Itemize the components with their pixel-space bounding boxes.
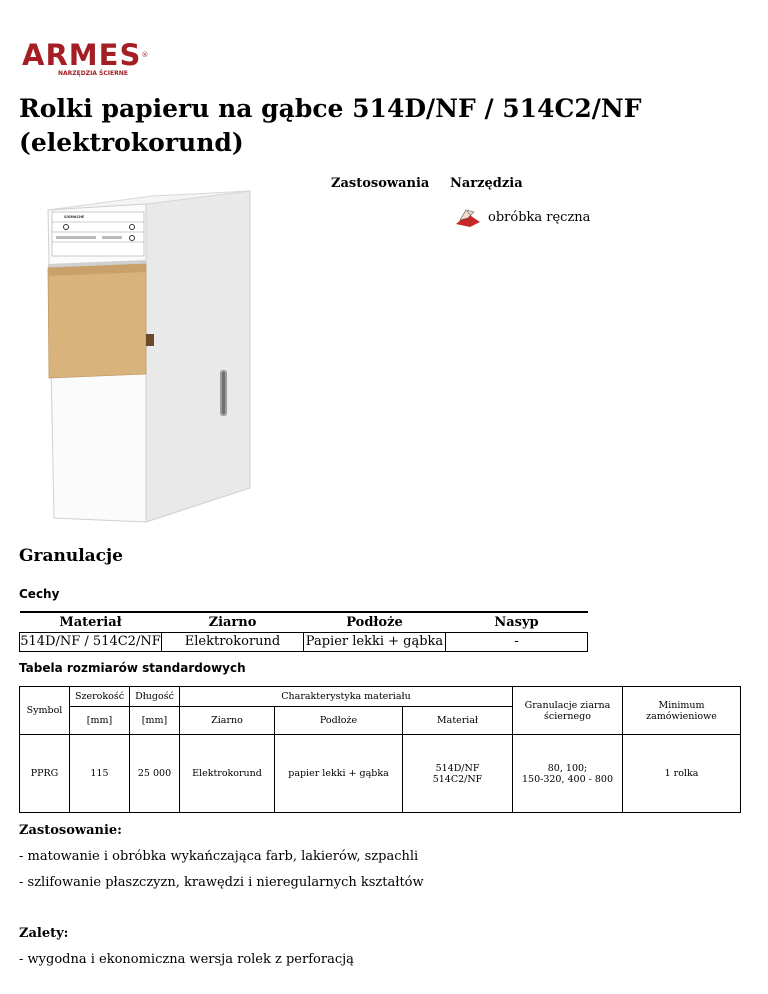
features-backing: Papier lekki + gąbka [304, 632, 446, 651]
size-sub-grain: Ziarno [180, 707, 275, 735]
features-material: 514D/NF / 514C2/NF [20, 634, 161, 649]
size-width: 115 [70, 735, 130, 813]
size-symbol: PPRG [20, 735, 70, 813]
logo-name: ARMES [22, 38, 142, 72]
features-header-row [20, 612, 588, 632]
size-grain: Elektrokorund [180, 735, 275, 813]
size-backing: papier lekki + gąbka [275, 735, 403, 813]
size-min-order: 1 rolka [623, 735, 741, 813]
features-grain: Elektrokorund [162, 632, 304, 651]
list-item: - szlifowanie płaszczyzn, krawędzi i nieregularnych kształtów [19, 875, 424, 890]
logo-tagline: NARZĘDZIA ŚCIERNE [58, 70, 128, 77]
list-item: - wygodna i ekonomiczna wersja rolek z perforacją [19, 952, 354, 967]
features-heading: Cechy [19, 587, 60, 601]
applications-heading: Zastosowanie: [19, 823, 122, 838]
size-col-min-order: Minimum zamówieniowe [623, 687, 741, 735]
hand-sanding-icon [454, 206, 482, 228]
brand-logo[interactable] [22, 40, 162, 78]
list-item: - matowanie i obróbka wykańczająca farb, lakierów, szpachli [19, 849, 419, 864]
size-sub-material: Materiał [403, 707, 513, 735]
size-table [19, 686, 741, 813]
size-granulation-2: 150-320, 400 - 800 [521, 773, 614, 785]
size-material [403, 735, 513, 813]
table-row [20, 735, 741, 813]
advantages-heading: Zalety: [19, 926, 69, 941]
size-header-row-1 [20, 687, 741, 707]
features-col-backing: Podłoże [304, 612, 446, 632]
size-length: 25 000 [130, 735, 180, 813]
applications-header: Zastosowania [331, 176, 430, 191]
features-coat: - [446, 632, 588, 651]
tool-item-hand[interactable] [454, 206, 590, 228]
size-table-heading: Tabela rozmiarów standardowych [19, 661, 246, 675]
size-col-granulation: Granulacje ziarna ściernego [513, 687, 623, 735]
size-col-symbol: Symbol [20, 687, 70, 735]
size-granulation-1: 80, 100; [547, 762, 588, 774]
tool-label: obróbka ręczna [488, 209, 591, 225]
size-unit-width: [mm] [70, 707, 130, 735]
logo-registered-mark: ® [141, 51, 150, 59]
size-col-width: Szerokość [70, 687, 130, 707]
box-label: SIGMACHE [64, 215, 85, 219]
table-row [20, 632, 588, 651]
features-col-material: Materiał [20, 612, 162, 632]
size-col-characteristics: Charakterystyka materiału [180, 687, 513, 707]
size-sub-backing: Podłoże [275, 707, 403, 735]
features-table [19, 611, 588, 652]
product-image [46, 188, 296, 526]
features-col-grain: Ziarno [162, 612, 304, 632]
features-col-coat: Nasyp [446, 612, 588, 632]
size-granulation [513, 735, 623, 813]
size-material-2: 514C2/NF [432, 773, 483, 785]
page-title: Rolki papieru na gąbce 514D/NF / 514C2/NF (elektrokorund) [19, 94, 642, 157]
tools-header: Narzędzia [450, 176, 523, 191]
size-col-length: Długość [130, 687, 180, 707]
size-material-1: 514D/NF [435, 762, 480, 774]
granulations-heading: Granulacje [19, 546, 124, 566]
size-unit-length: [mm] [130, 707, 180, 735]
